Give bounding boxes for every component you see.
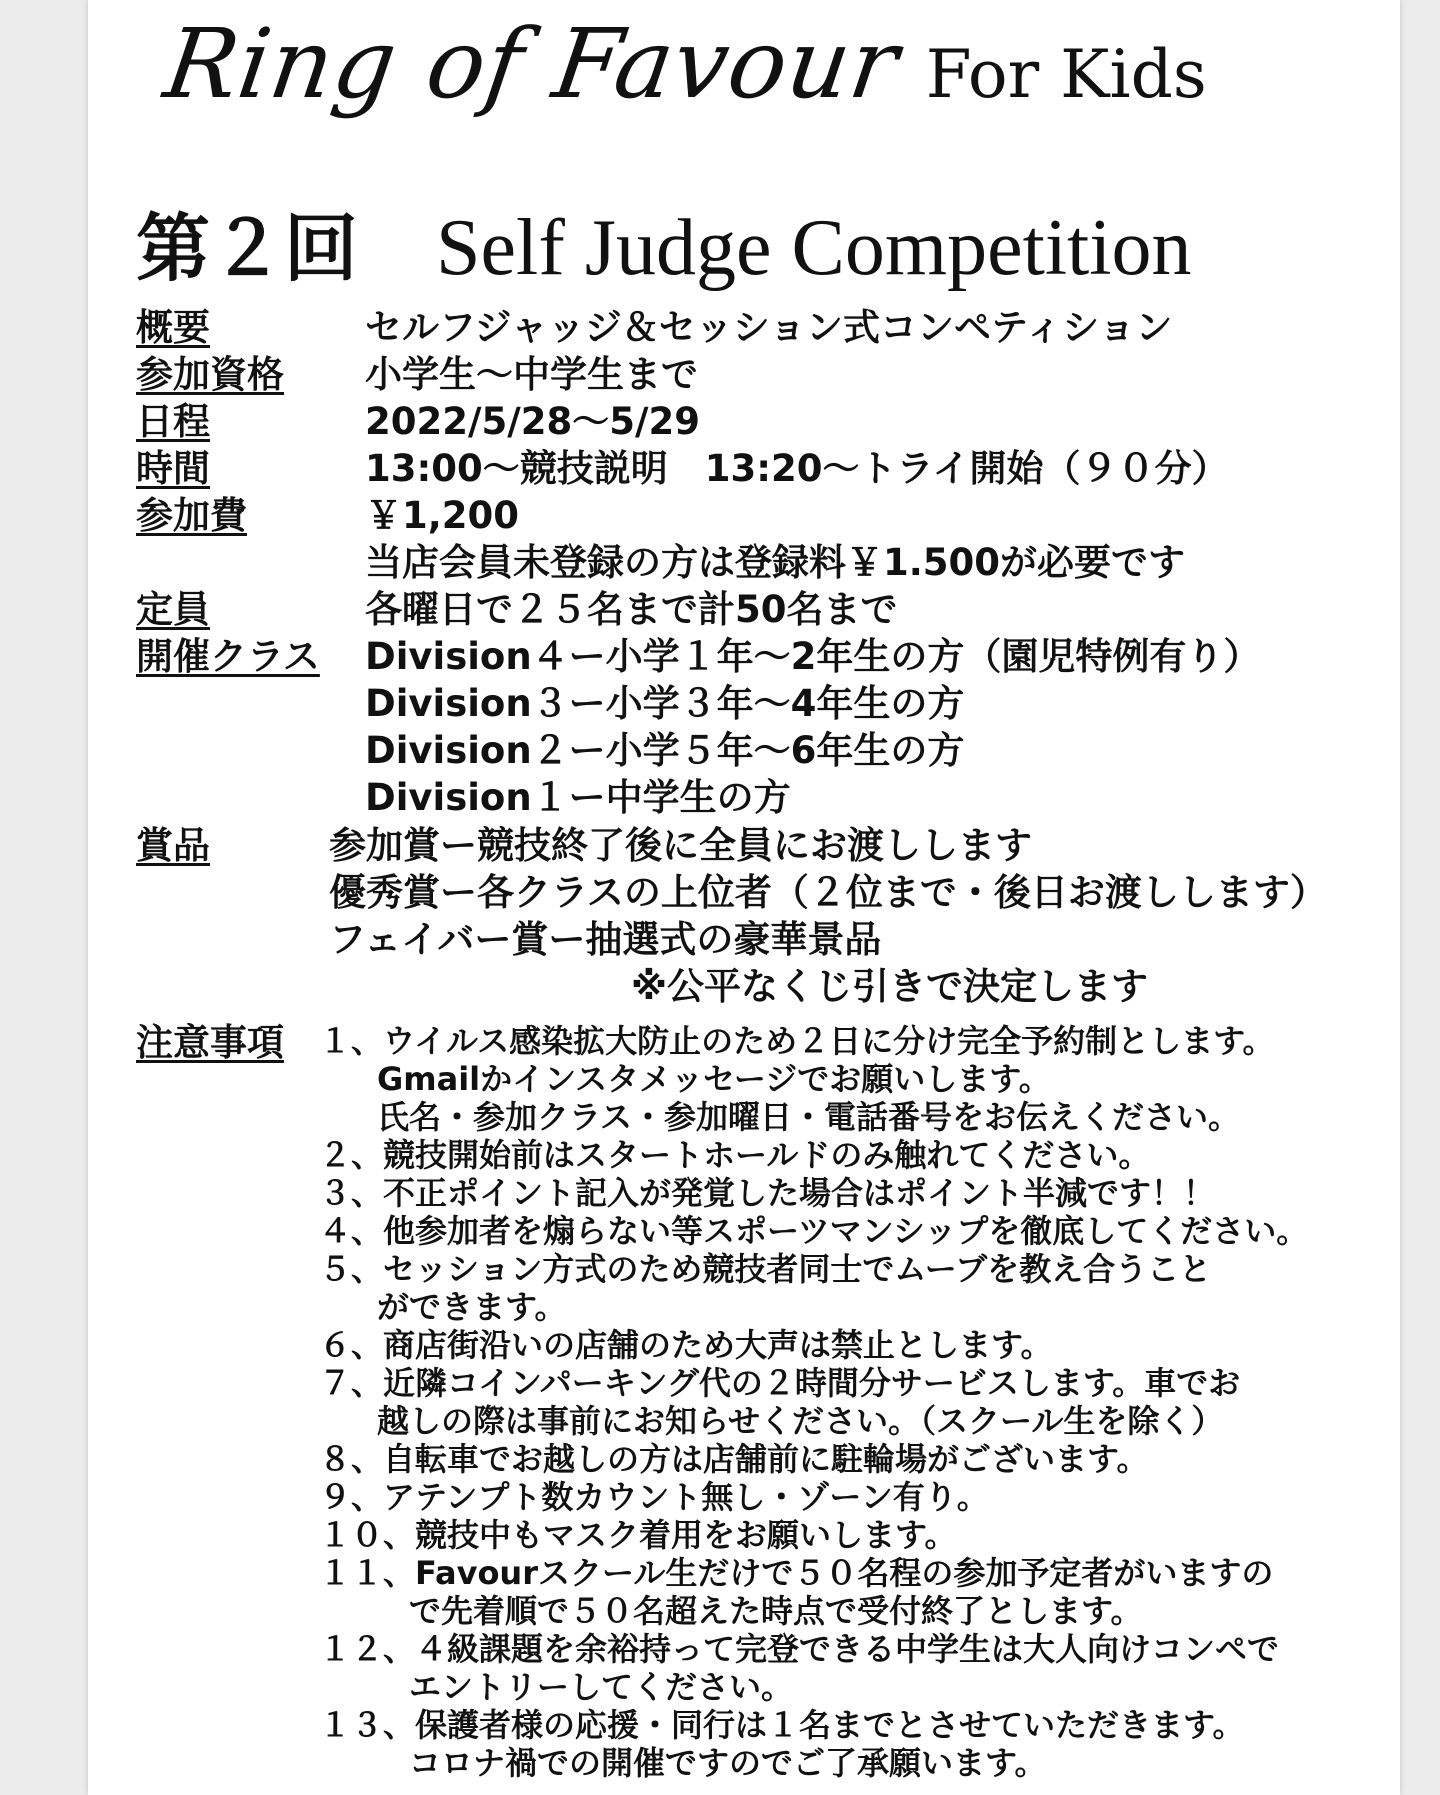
schedule-label: 日程 <box>136 400 210 443</box>
eligibility-value: 小学生〜中学生まで <box>365 353 698 396</box>
note-line: ４、他参加者を煽らない等スポーツマンシップを徹底してください。 <box>319 1212 1309 1250</box>
time-label: 時間 <box>136 447 210 490</box>
note-line: ９、アテンプト数カウント無し・ゾーン有り。 <box>319 1478 989 1516</box>
fee-label: 参加費 <box>136 494 247 537</box>
capacity-value: 各曜日で２５名まで計50名まで <box>365 588 898 631</box>
note-line: ５、セッション方式のため競技者同士でムーブを教え合うこと <box>319 1250 1212 1288</box>
class-item: Division３ー小学３年〜4年生の方 <box>365 682 965 725</box>
note-line: コロナ禍での開催ですのでご了承願います。 <box>409 1744 1047 1782</box>
note-line: １１、Favourスクール生だけで５０名程の参加予定者がいますの <box>319 1554 1274 1592</box>
eligibility-label: 参加資格 <box>136 353 284 396</box>
brand-script-text: Ring of Favour <box>158 8 906 120</box>
prize-item: 参加賞ー競技終了後に全員にお渡しします <box>329 824 1032 867</box>
title-event-name: Self Judge Competition <box>436 204 1192 292</box>
note-line: で先着順で５０名超えた時点で受付終了とします。 <box>409 1592 1143 1630</box>
note-line: ７、近隣コインパーキング代の２時間分サービスします。車でお <box>319 1364 1241 1402</box>
overview-label: 概要 <box>136 306 210 349</box>
fee-note: 当店会員未登録の方は登録料￥1.500が必要です <box>365 541 1186 584</box>
prizes-label: 賞品 <box>136 824 210 867</box>
fee-value: ￥1,200 <box>365 494 520 537</box>
capacity-label: 定員 <box>136 588 210 631</box>
prize-item: 優秀賞ー各クラスの上位者（２位まで・後日お渡しします） <box>329 871 1327 914</box>
time-value: 13:00〜競技説明 13:20〜トライ開始（９０分） <box>365 447 1229 490</box>
prize-lottery-note: ※公平なくじ引きで決定します <box>631 965 1148 1008</box>
page-title <box>136 190 1356 296</box>
note-line: ができます。 <box>377 1288 567 1326</box>
note-line: １２、４級課題を余裕持って完登できる中学生は大人向けコンペで <box>319 1630 1280 1668</box>
note-line: １３、保護者様の応援・同行は１名までとさせていただきます。 <box>319 1706 1245 1744</box>
class-item: Division４ー小学１年〜2年生の方（園児特例有り） <box>365 635 1261 678</box>
flyer-page <box>88 0 1400 1795</box>
class-item: Division１ー中学生の方 <box>365 776 791 819</box>
note-line: ２、競技開始前はスタートホールドのみ触れてください。 <box>319 1136 1151 1174</box>
note-line: 越しの際は事前にお知らせください。（スクール生を除く） <box>377 1402 1224 1440</box>
note-line: ６、商店街沿いの店舗のため大声は禁止とします。 <box>319 1326 1053 1364</box>
note-line: エントリーしてください。 <box>409 1668 794 1706</box>
note-line: Gmailかインスタメッセージでお願いします。 <box>377 1060 1051 1098</box>
note-line: ８、自転車でお越しの方は店舗前に駐輪場がございます。 <box>319 1440 1149 1478</box>
brand-subtitle: For Kids <box>925 36 1207 113</box>
prize-item: フェイバー賞ー抽選式の豪華景品 <box>329 918 882 961</box>
notes-label: 注意事項 <box>136 1021 284 1064</box>
classes-label: 開催クラス <box>136 635 320 678</box>
note-line: １０、競技中もマスク着用をお願いします。 <box>319 1516 957 1554</box>
schedule-value: 2022/5/28〜5/29 <box>365 400 700 443</box>
overview-value: セルフジャッジ＆セッション式コンペティション <box>365 306 1173 349</box>
class-item: Division２ー小学５年〜6年生の方 <box>365 729 965 772</box>
note-line: 氏名・参加クラス・参加曜日・電話番号をお伝えください。 <box>377 1098 1241 1136</box>
note-line: ３、不正ポイント記入が発覚した場合はポイント半減です！！ <box>319 1174 1216 1212</box>
note-line: １、ウイルス感染拡大防止のため２日に分け完全予約制とします。 <box>319 1022 1275 1060</box>
title-edition: 第２回 <box>136 206 358 292</box>
brand-logo <box>158 8 1326 148</box>
